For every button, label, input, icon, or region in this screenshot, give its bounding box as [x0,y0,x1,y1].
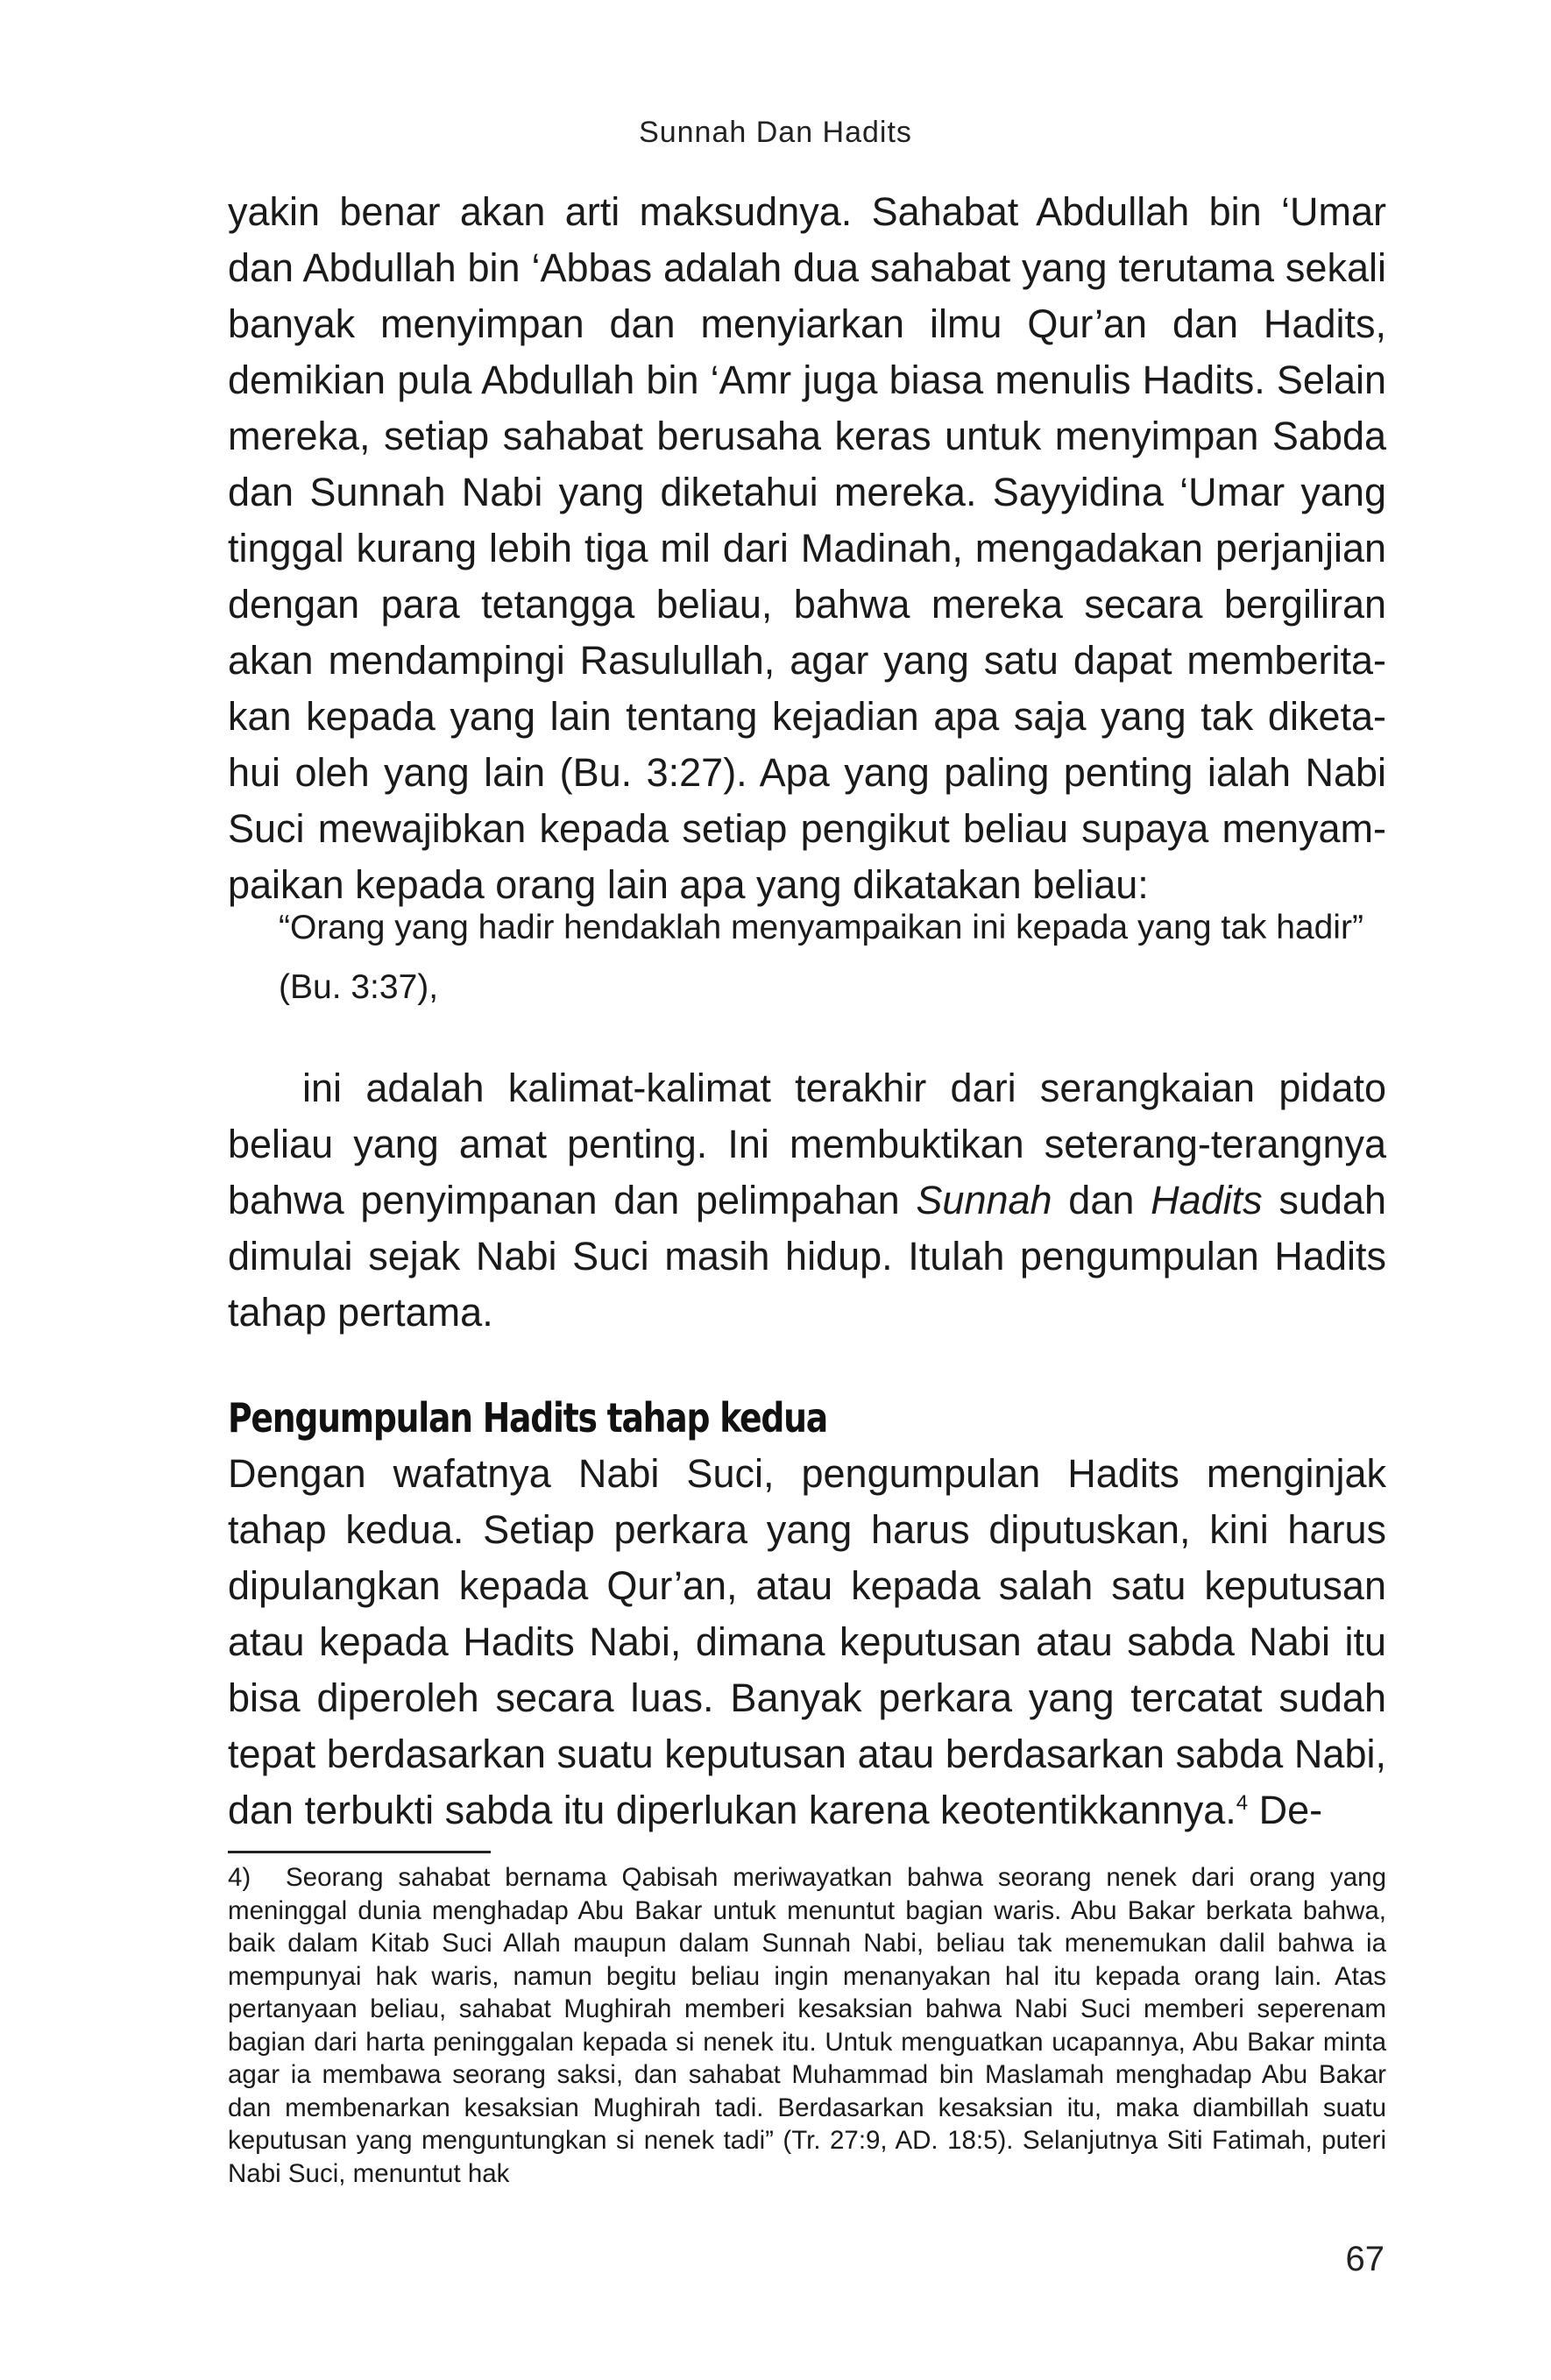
paragraph-3-text: Dengan wafatnya Nabi Suci, pengumpulan Hadits menginjak tahap kedua. Setiap perkara yang harus diputuskan, kini harus dipulangkan kepada Qur’an, atau kepada salah satu keputusan atau kepada Hadits Nabi, dimana keputusan atau sabda Nabi itu bisa diperoleh secara luas. Banyak perkara yang tercatat sudah tepat berdasarkan suatu keputusan atau berdasarkan sabda Nabi, dan terbukti sabda itu diperlukan karena keotentikkannya. [228,1451,1386,1832]
body-paragraph-3 [228,1446,1386,1838]
footnote-divider [228,1851,491,1853]
paragraph-2-text-a: ini adalah kalimat-kalimat terakhir dari serangkaian pidato beliau yang amat penting. Ini membuktikan seterang-terangnya bahwa penyimpanan dan pelimpahan [228,1066,1386,1222]
body-paragraph-1: yakin benar akan arti maksudnya. Sahabat Abdullah bin ‘Umar dan Abdullah bin ‘Abbas adalah dua sahabat yang terutama sekali banyak menyimpan dan menyiarkan ilmu Qur’an dan Hadits, demikian pula Abdullah bin ‘Amr juga biasa menulis Hadits. Selain mereka, setiap sahabat berusaha keras untuk menyimpan Sabda dan Sunnah Nabi yang diketahui mereka. Sayyidina ‘Umar yang tinggal kurang lebih tiga mil dari Madinah, mengadakan perjanjian dengan para tetangga beliau, bahwa mereka secara bergiliran akan mendampingi Rasulullah, agar yang satu dapat memberitakan kepada yang lain tentang kejadian apa saja yang tak diketahui oleh yang lain (Bu. 3:27). Apa yang paling penting ialah Nabi Suci mewajibkan kepada setiap pengikut beliau supaya menyampaikan kepada orang lain apa yang dikatakan beliau: [228,189,1386,907]
footnote-reference[interactable]: 4 [1236,1791,1249,1815]
footnote-number: 4) [228,1863,251,1892]
section-heading: Pengumpulan Hadits tahap kedua [228,1394,828,1441]
footnote-text: Seorang sahabat bernama Qabisah meriwayatkan bahwa seorang nenek dari orang yang meninggal dunia menghadap Abu Bakar untuk menuntut bagian waris. Abu Bakar berkata bahwa, baik dalam Kitab Suci Allah maupun dalam Sunnah Nabi, beliau tak menemukan dalil bahwa ia mempunyai hak waris, namun begitu beliau ingin menanyakan hal itu kepada orang lain. Atas pertanyaan beliau, sahabat Mughirah memberi kesaksian bahwa Nabi Suci memberi seperenam bagian dari harta peninggalan kepada si nenek itu. Untuk menguatkan ucapannya, Abu Bakar minta agar ia membawa seorang saksi, dan sahabat Muhammad bin Maslamah menghadap Abu Bakar dan membenarkan kesaksian Mughirah tadi. Berdasarkan kesaksian itu, maka diambillah suatu keputusan yang menguntungkan si nenek tadi” (Tr. 27:9, AD. 18:5). Selanjutnya Siti Fatimah, puteri Nabi Suci, menuntut hak [228,1863,1386,2188]
paragraph-3-tail: De- [1248,1788,1323,1832]
running-header: Sunnah Dan Hadits [639,116,912,149]
block-quote: “Orang yang hadir hendaklah menyampaikan ini kepada yang tak hadir” (Bu. 3:37), [279,909,1363,1006]
paragraph-2-text-c: sudah dimulai sejak Nabi Suci masih hidup. Itulah pengumpulan Hadits tahap pertama. [228,1178,1386,1335]
term-hadits: Hadits [1151,1178,1263,1222]
term-sunnah: Sunnah [916,1178,1052,1222]
paragraph-2-text-b: dan [1052,1178,1151,1222]
body-paragraph-2 [228,1060,1386,1341]
page-number: 67 [1345,2240,1385,2278]
footnote-4 [228,1861,1386,2190]
